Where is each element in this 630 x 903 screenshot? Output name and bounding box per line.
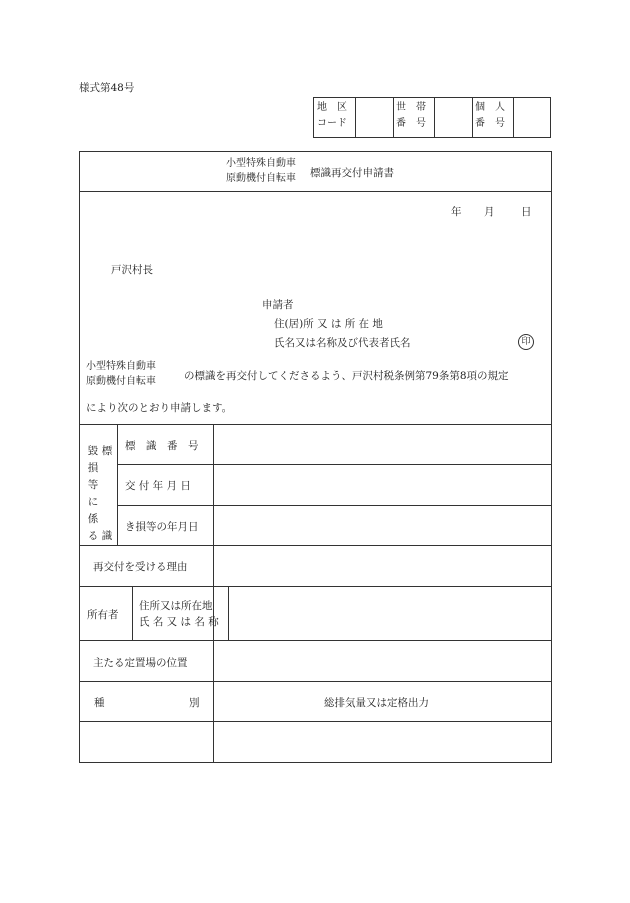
date-year-label: 年 bbox=[451, 206, 462, 218]
district-code-label-top: 地 区 bbox=[317, 102, 347, 113]
plate-number-label: 標 識 番 号 bbox=[125, 440, 199, 452]
owner-address-label: 住所又は所在地 bbox=[139, 600, 213, 612]
owner-label: 所有者 bbox=[87, 609, 119, 621]
form-number: 様式第48号 bbox=[79, 82, 135, 94]
seal-mark: 印 bbox=[518, 334, 534, 350]
reason-label: 再交付を受ける理由 bbox=[93, 561, 188, 573]
district-code-label-bottom: コード bbox=[317, 118, 347, 129]
application-form bbox=[79, 151, 552, 763]
vehicle-type-label-part2: 別 bbox=[189, 697, 200, 709]
owner-name-label: 氏 名 又 は 名 称 bbox=[139, 616, 219, 628]
damage-vertical-col2: 標 識 bbox=[101, 445, 113, 542]
code-table bbox=[313, 97, 551, 138]
vehicle-type-label-part1: 種 bbox=[94, 697, 105, 709]
damage-date-label: き損等の年月日 bbox=[125, 521, 199, 533]
addressee: 戸沢村長 bbox=[111, 264, 153, 276]
personal-number-label-bottom: 番 号 bbox=[475, 118, 505, 129]
displacement-label: 総排気量又は定格出力 bbox=[324, 697, 429, 709]
personal-number-label-top: 個 人 bbox=[475, 102, 505, 113]
household-number-label-bottom: 番 号 bbox=[396, 118, 426, 129]
form-title: 標識再交付申請書 bbox=[310, 167, 394, 179]
title-vehicle-line1: 小型特殊自動車 bbox=[226, 158, 296, 169]
household-number-label-top: 世 帯 bbox=[396, 102, 426, 113]
statement-vehicle-line2: 原動機付自転車 bbox=[86, 376, 156, 387]
statement-text-1: の標識を再交付してくださるよう、戸沢村税条例第79条第8項の規定 bbox=[184, 370, 509, 382]
issue-date-label: 交 付 年 月 日 bbox=[125, 480, 191, 492]
date-day-label: 日 bbox=[521, 206, 532, 218]
applicant-name-label: 氏名又は名称及び代表者氏名 bbox=[274, 337, 411, 349]
statement-vehicle-line1: 小型特殊自動車 bbox=[86, 361, 156, 372]
applicant-address-label: 住(居)所 又 は 所 在 地 bbox=[274, 318, 383, 330]
damage-vertical-col1: 毀 損 等 に 係 る bbox=[87, 445, 99, 542]
applicant-label: 申請者 bbox=[262, 299, 294, 311]
storage-location-label: 主たる定置場の位置 bbox=[93, 657, 188, 669]
statement-text-2: により次のとおり申請します。 bbox=[86, 402, 233, 414]
title-vehicle-line2: 原動機付自転車 bbox=[226, 173, 296, 184]
date-month-label: 月 bbox=[484, 206, 495, 218]
